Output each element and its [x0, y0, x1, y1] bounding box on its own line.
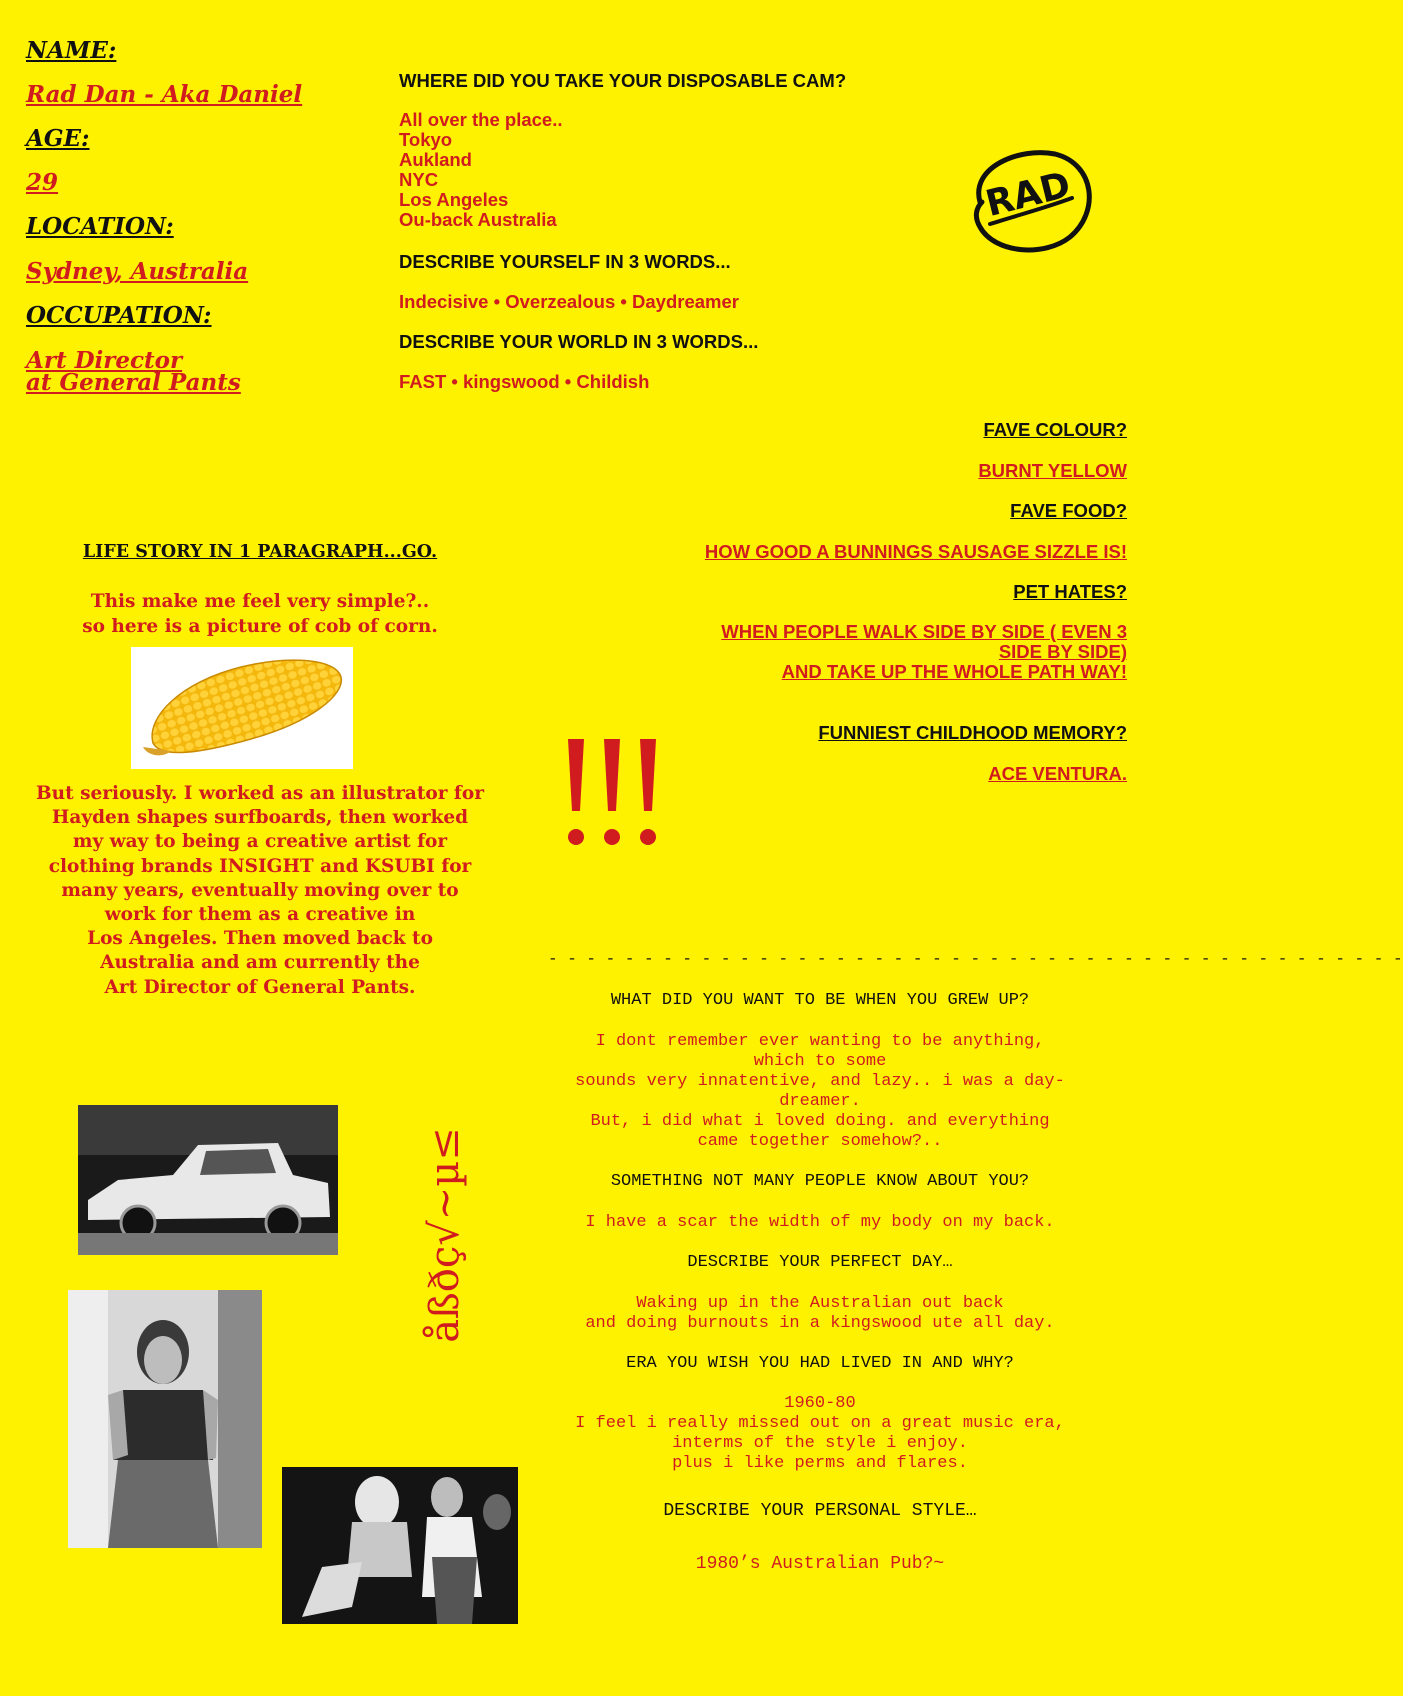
name-value: Rad Dan - Aka Daniel — [26, 81, 303, 108]
answer-childhood-memory: ACE VENTURA. — [988, 763, 1127, 784]
rad-stamp — [960, 142, 1100, 260]
question-fave-food: FAVE FOOD? — [1010, 500, 1127, 521]
question-pet-hates: PET HATES? — [1013, 581, 1127, 602]
answer-era: 1960-80 I feel i really missed out on a great music era, interms of the style i enjoy. plus i like perms and flares. — [575, 1394, 1065, 1473]
name-label: NAME: — [26, 37, 117, 64]
question-perfect-day: DESCRIBE YOUR PERFECT DAY… — [687, 1253, 953, 1272]
answer-describe-world: FAST • kingswood • Childish — [399, 371, 650, 392]
party-photo — [282, 1467, 518, 1624]
car-photo — [78, 1105, 338, 1255]
location-value: Sydney, Australia — [26, 258, 249, 285]
age-value: 29 — [26, 169, 59, 196]
answer-fave-food: HOW GOOD A BUNNINGS SAUSAGE SIZZLE IS! — [704, 541, 1127, 562]
location-label: LOCATION: — [26, 213, 174, 240]
life-story-intro: This make me feel very simple?.. so here is a picture of cob of corn. — [82, 591, 438, 637]
question-describe-world: DESCRIBE YOUR WORLD IN 3 WORDS... — [399, 331, 759, 352]
answer-perfect-day: Waking up in the Australian out back and doing burnouts in a kingswood ute all day. — [585, 1294, 1055, 1333]
answer-personal-style: 1980’s Australian Pub?~ — [695, 1554, 945, 1574]
answer-disposable-cam: All over the place.. Tokyo Aukland NYC Los Angeles Ou-back Australia — [399, 109, 563, 230]
answer-secret: I have a scar the width of my body on my back. — [585, 1213, 1055, 1232]
occupation-value-line2: at General Pants — [26, 369, 241, 396]
answer-pet-hates: WHEN PEOPLE WALK SIDE BY SIDE ( EVEN 3 SIDE BY SIDE) AND TAKE UP THE WHOLE PATH WAY! — [721, 621, 1127, 682]
question-childhood-memory: FUNNIEST CHILDHOOD MEMORY? — [818, 722, 1127, 743]
question-grew-up: WHAT DID YOU WANT TO BE WHEN YOU GREW UP? — [610, 991, 1030, 1010]
corn-photo — [131, 647, 353, 769]
exclamation-marks — [560, 725, 680, 855]
man-portrait-icon — [68, 1290, 262, 1548]
exclamation-icon — [560, 725, 680, 855]
occupation-label: OCCUPATION: — [26, 302, 212, 329]
answer-fave-colour: BURNT YELLOW — [978, 460, 1127, 481]
rotated-glyphs — [422, 1105, 482, 1365]
question-disposable-cam: WHERE DID YOU TAKE YOUR DISPOSABLE CAM? — [399, 70, 847, 91]
question-era: ERA YOU WISH YOU HAD LIVED IN AND WHY? — [626, 1354, 1014, 1373]
question-personal-style: DESCRIBE YOUR PERSONAL STYLE… — [663, 1501, 977, 1521]
party-scene-icon — [282, 1467, 518, 1624]
answer-grew-up: I dont remember ever wanting to be anything, which to some sounds very innatentive, and lazy.. i was a day- dreamer. But, i did what i loved doing. and everything came together somehow?.. — [575, 1032, 1065, 1151]
section-divider: - - - - - - - - - - - - - - - - - - - - - - - - - - - - - - - - - - - - - - - - - - - - - — [548, 950, 1403, 968]
answer-describe-yourself: Indecisive • Overzealous • Daydreamer — [399, 291, 739, 312]
occupation-value-line1: Art Director — [26, 347, 183, 374]
rotated-glyphs-text: åßðç√~µ≤ — [422, 1127, 468, 1343]
life-story-heading: LIFE STORY IN 1 PARAGRAPH...GO. — [82, 542, 438, 562]
rad-stamp-text: RAD — [981, 164, 1075, 225]
ute-car-icon — [78, 1105, 338, 1255]
question-secret: SOMETHING NOT MANY PEOPLE KNOW ABOUT YOU? — [610, 1172, 1030, 1191]
corn-icon — [131, 647, 353, 769]
question-fave-colour: FAVE COLOUR? — [983, 419, 1127, 440]
life-story-body: But seriously. I worked as an illustrator for Hayden shapes surfboards, then worked my way to being a creative artist for clothing brands INSIGHT and KSUBI for many years, eventually moving over to work for them as a creative in Los Angeles. Then moved back to Australia and am currently the Art Director of General Pants. — [36, 783, 484, 998]
question-describe-yourself: DESCRIBE YOURSELF IN 3 WORDS... — [399, 251, 731, 272]
age-label: AGE: — [26, 125, 90, 152]
rad-stamp-icon — [960, 142, 1100, 260]
man-photo — [68, 1290, 262, 1548]
